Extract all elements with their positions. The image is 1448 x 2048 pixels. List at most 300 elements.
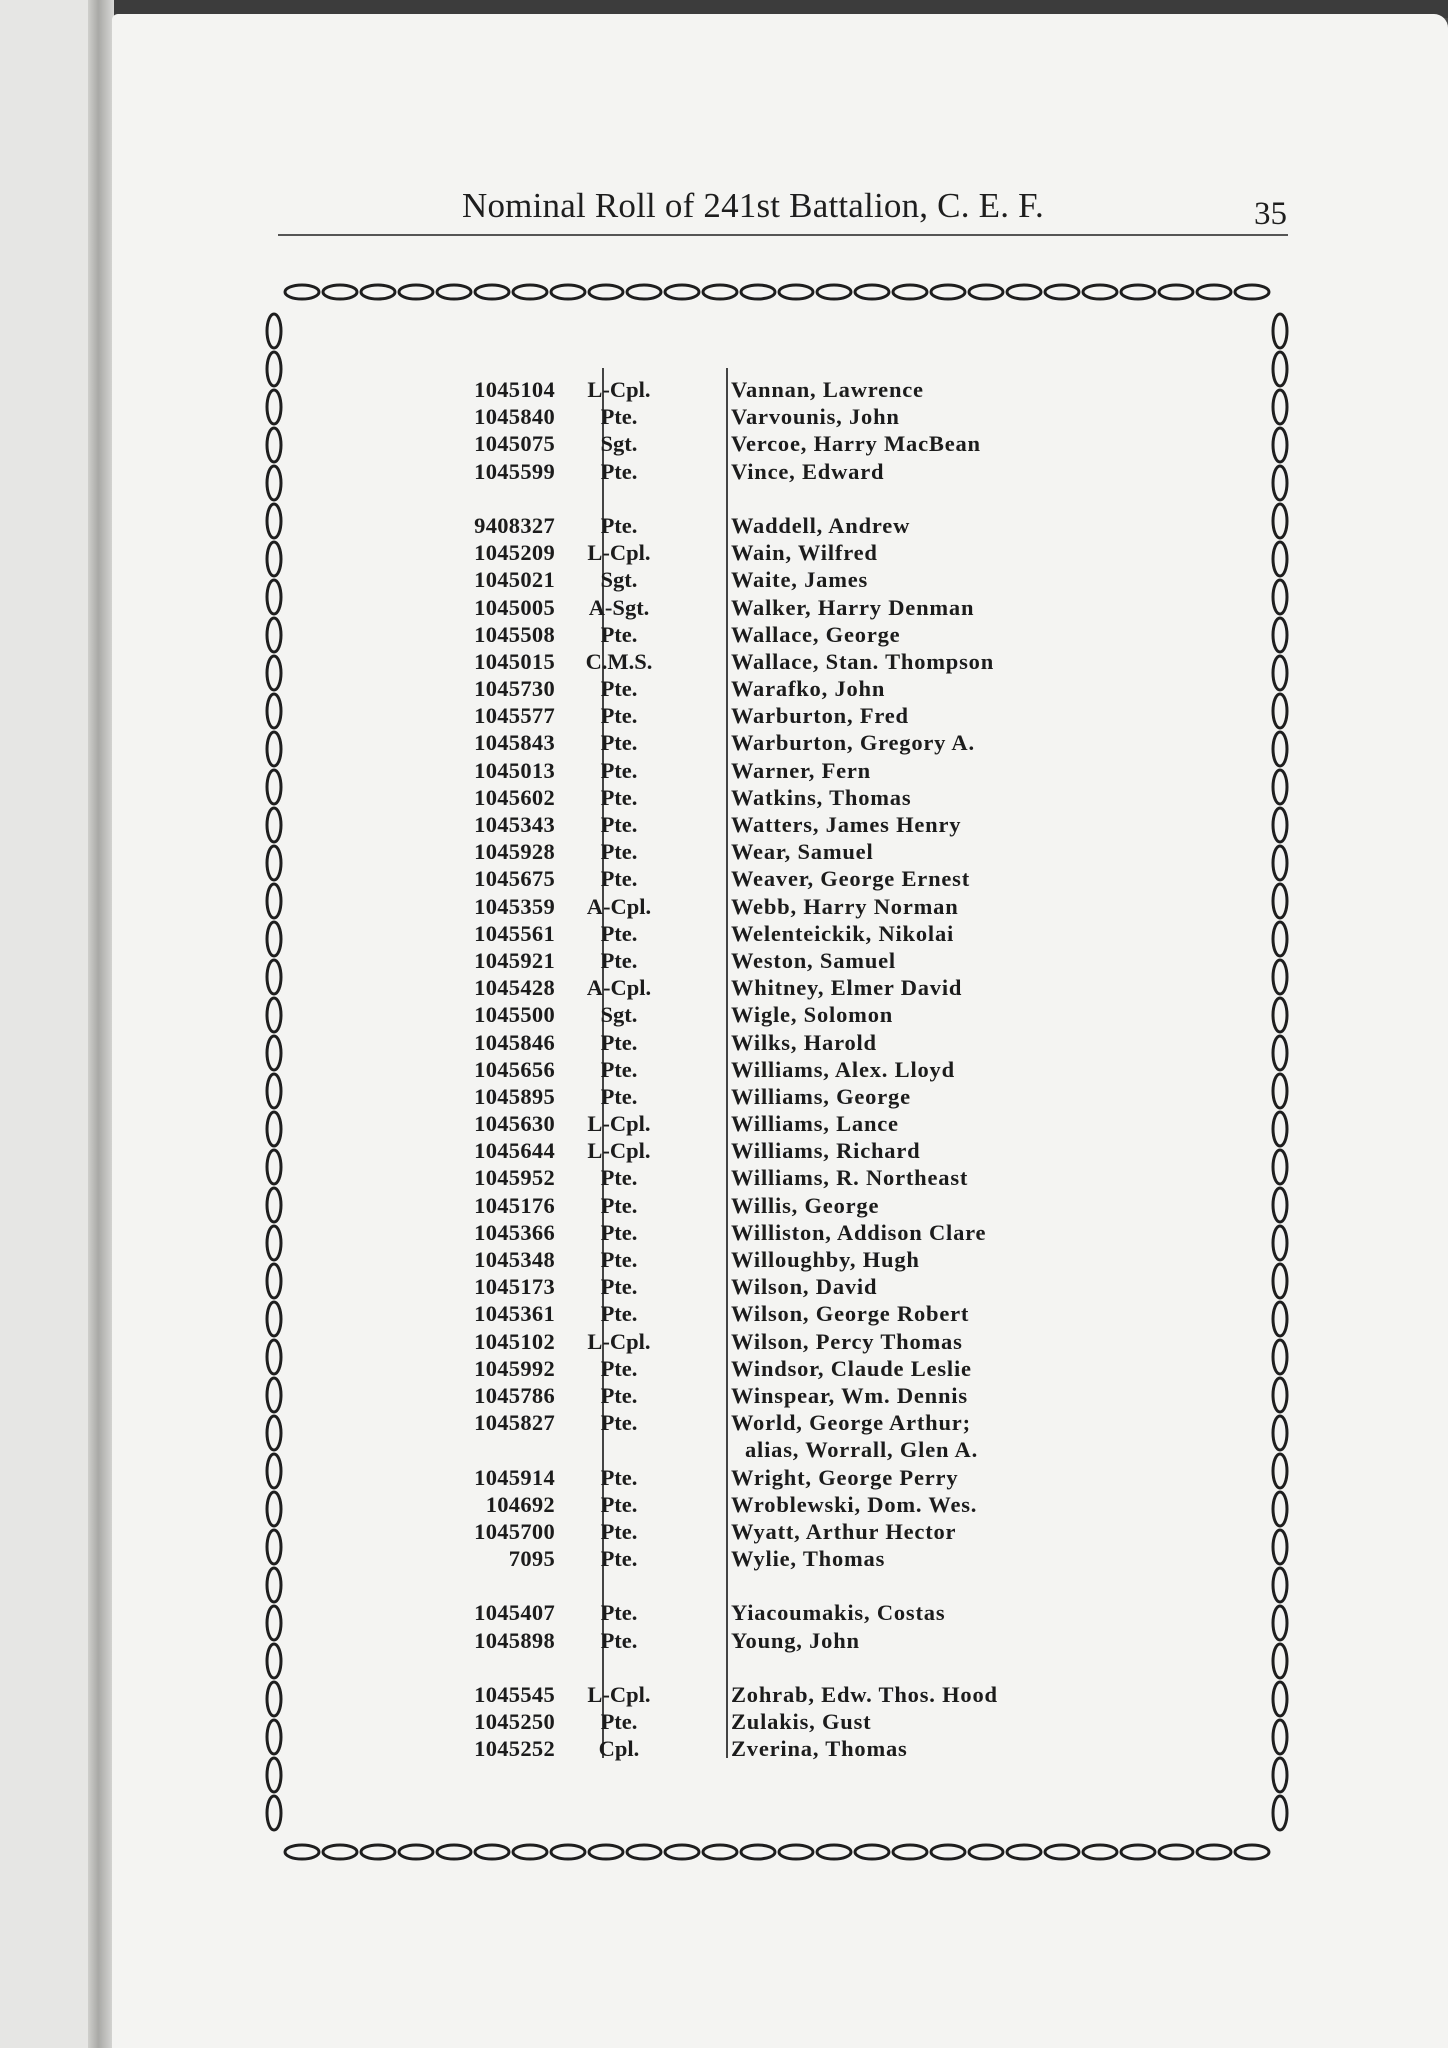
regimental-number: 1045348 <box>474 1247 555 1272</box>
roll-row <box>455 376 1095 403</box>
soldier-name: Young, John <box>731 1627 860 1653</box>
chain-link <box>1273 1302 1287 1336</box>
chain-link <box>267 1112 281 1146</box>
book-gutter <box>88 0 114 2048</box>
roll-row <box>455 1300 1095 1327</box>
roll-row <box>455 539 1095 566</box>
chain-link <box>323 285 357 299</box>
roll-row <box>455 430 1095 457</box>
chain-link <box>1083 1845 1117 1859</box>
roll-row <box>455 594 1095 621</box>
chain-link <box>1159 285 1193 299</box>
roll-row <box>455 702 1095 729</box>
chain-link <box>741 1845 775 1859</box>
chain-link <box>1273 1644 1287 1678</box>
chain-link <box>779 285 813 299</box>
chain-link <box>1273 1682 1287 1716</box>
roll-row <box>455 1409 1095 1436</box>
roll-row <box>455 865 1095 892</box>
chain-link <box>267 1682 281 1716</box>
roll-row <box>455 1083 1095 1110</box>
chain-link <box>1273 1264 1287 1298</box>
regimental-number: 9408327 <box>474 512 555 538</box>
chain-link <box>267 1606 281 1640</box>
chain-link <box>1273 390 1287 424</box>
chain-link <box>1197 285 1231 299</box>
page-header-title: Nominal Roll of 241st Battalion, C. E. F. <box>462 186 1044 225</box>
rank: Sgt. <box>600 1002 638 1028</box>
soldier-name: Williams, Richard <box>731 1138 921 1164</box>
rank: Pte. <box>600 730 638 756</box>
chain-link <box>267 998 281 1032</box>
chain-link <box>267 1226 281 1260</box>
rank: Pte. <box>600 1464 638 1490</box>
chain-link <box>267 314 281 348</box>
soldier-name: Vince, Edward <box>731 458 885 484</box>
soldier-name: Warburton, Fred <box>731 703 909 729</box>
chain-link <box>893 285 927 299</box>
rank: Pte. <box>600 757 638 783</box>
chain-link <box>1273 504 1287 538</box>
regimental-number: 1045914 <box>474 1464 555 1490</box>
chain-link <box>285 1845 319 1859</box>
soldier-name: Weaver, George Ernest <box>731 866 971 892</box>
rank: Pte. <box>600 1247 638 1272</box>
chain-link <box>1007 1845 1041 1859</box>
rank: Pte. <box>600 676 638 702</box>
chain-link <box>855 285 889 299</box>
chain-link <box>1273 694 1287 728</box>
rank: A-Cpl. <box>586 975 652 1001</box>
rank: Pte. <box>600 947 638 973</box>
soldier-name: Willoughby, Hugh <box>731 1247 920 1272</box>
rank: Pte. <box>600 621 638 647</box>
soldier-name: Williams, R. Northeast <box>731 1165 969 1191</box>
chain-link <box>931 285 965 299</box>
chain-link <box>267 1796 281 1830</box>
roll-row <box>455 1382 1095 1409</box>
rank: Pte. <box>600 920 638 946</box>
chain-link <box>893 1845 927 1859</box>
chain-link <box>589 285 623 299</box>
chain-link <box>1121 1845 1155 1859</box>
rank: Pte. <box>600 1165 638 1191</box>
chain-link <box>267 504 281 538</box>
chain-link <box>1083 285 1117 299</box>
chain-link <box>665 1845 699 1859</box>
soldier-name: Welenteickik, Nikolai <box>731 920 955 946</box>
chain-link <box>513 285 547 299</box>
chain-link <box>1273 314 1287 348</box>
soldier-name: Wilson, Percy Thomas <box>731 1328 963 1354</box>
regimental-number: 1045366 <box>474 1219 555 1245</box>
chain-link <box>267 1758 281 1792</box>
regimental-number: 1045407 <box>474 1600 555 1626</box>
chain-link <box>267 466 281 500</box>
soldier-name: Wilson, George Robert <box>731 1301 970 1327</box>
chain-link <box>1121 285 1155 299</box>
chain-link <box>589 1845 623 1859</box>
section-gap <box>455 1654 1095 1681</box>
chain-link <box>1273 808 1287 842</box>
chain-link <box>267 1340 281 1374</box>
chain-link <box>1273 1568 1287 1602</box>
roll-row <box>455 1219 1095 1246</box>
chain-link <box>267 390 281 424</box>
rank: Pte. <box>600 1382 638 1408</box>
chain-link <box>267 694 281 728</box>
chain-link <box>267 960 281 994</box>
chain-link <box>361 285 395 299</box>
chain-link <box>1273 1454 1287 1488</box>
chain-link <box>551 285 585 299</box>
chain-link <box>267 1036 281 1070</box>
regimental-number: 1045656 <box>474 1056 555 1082</box>
chain-link <box>267 1568 281 1602</box>
chain-link <box>267 1188 281 1222</box>
soldier-name: Watkins, Thomas <box>731 784 912 810</box>
chain-link <box>1273 1530 1287 1564</box>
regimental-number: 1045508 <box>474 621 555 647</box>
soldier-name: Zverina, Thomas <box>731 1736 908 1762</box>
chain-link <box>703 1845 737 1859</box>
rank: Pte. <box>600 812 638 837</box>
regimental-number: 1045250 <box>474 1709 555 1735</box>
chain-link <box>1045 285 1079 299</box>
chain-link <box>267 1644 281 1678</box>
rank: Pte. <box>600 1546 638 1572</box>
rank: Pte. <box>600 1083 638 1109</box>
chain-link <box>267 1264 281 1298</box>
soldier-name: Warner, Fern <box>731 757 871 783</box>
chain-link <box>267 770 281 804</box>
soldier-name: Wain, Wilfred <box>731 540 878 566</box>
chain-link <box>267 428 281 462</box>
regimental-number: 1045921 <box>474 947 555 973</box>
rank: Pte. <box>600 404 638 430</box>
roll-row <box>455 1464 1095 1491</box>
chain-link <box>267 580 281 614</box>
rank: Pte. <box>600 512 638 538</box>
roll-row <box>455 1436 1095 1463</box>
chain-link <box>267 542 281 576</box>
rank: Pte. <box>600 1219 638 1245</box>
chain-link <box>1273 1492 1287 1526</box>
rank: Pte. <box>600 1192 638 1218</box>
soldier-name: Wilks, Harold <box>731 1029 877 1055</box>
chain-link <box>969 1845 1003 1859</box>
chain-link <box>267 884 281 918</box>
soldier-name: Williams, Lance <box>731 1111 899 1137</box>
chain-link <box>1273 1416 1287 1450</box>
chain-link <box>741 285 775 299</box>
roll-row <box>455 1545 1095 1572</box>
soldier-name: Wright, George Perry <box>731 1464 959 1490</box>
regimental-number: 1045730 <box>474 676 555 702</box>
rank: C.M.S. <box>585 648 653 674</box>
regimental-number: 1045005 <box>474 594 555 620</box>
chain-link <box>437 1845 471 1859</box>
rank: Pte. <box>600 1301 638 1327</box>
chain-link <box>551 1845 585 1859</box>
regimental-number: 7095 <box>508 1546 555 1572</box>
regimental-number: 1045599 <box>474 458 555 484</box>
soldier-name: Zohrab, Edw. Thos. Hood <box>731 1682 998 1707</box>
chain-link <box>267 1530 281 1564</box>
chain-link <box>1273 732 1287 766</box>
regimental-number: 1045843 <box>474 730 555 756</box>
chain-link <box>1273 998 1287 1032</box>
chain-link <box>969 285 1003 299</box>
soldier-name: Whitney, Elmer David <box>731 975 963 1001</box>
regimental-number: 1045176 <box>474 1192 555 1218</box>
roll-row <box>455 893 1095 920</box>
soldier-name: Zulakis, Gust <box>731 1709 872 1735</box>
chain-link <box>1273 1758 1287 1792</box>
roll-row <box>455 1681 1095 1708</box>
regimental-number: 104692 <box>485 1491 555 1517</box>
soldier-name: Wallace, George <box>731 621 901 647</box>
regimental-number: 1045359 <box>474 893 555 919</box>
roll-row <box>455 1599 1095 1626</box>
chain-link <box>1273 770 1287 804</box>
rank: Pte. <box>600 1029 638 1055</box>
nominal-roll-list <box>455 376 1095 1763</box>
regimental-number: 1045013 <box>474 757 555 783</box>
rank: L-Cpl. <box>587 377 651 402</box>
roll-row <box>455 757 1095 784</box>
chain-link <box>1273 1606 1287 1640</box>
chain-link <box>267 1720 281 1754</box>
roll-row <box>455 1110 1095 1137</box>
chain-link <box>323 1845 357 1859</box>
roll-row <box>455 729 1095 756</box>
soldier-name: Vercoe, Harry MacBean <box>731 431 981 457</box>
chain-link <box>1273 428 1287 462</box>
chain-link <box>267 1378 281 1412</box>
regimental-number: 1045545 <box>474 1682 555 1707</box>
regimental-number: 1045361 <box>474 1301 555 1327</box>
regimental-number: 1045846 <box>474 1029 555 1055</box>
chain-link <box>285 285 319 299</box>
chain-link <box>437 285 471 299</box>
regimental-number: 1045209 <box>474 540 555 566</box>
regimental-number: 1045075 <box>474 431 555 457</box>
soldier-name: alias, Worrall, Glen A. <box>745 1437 978 1463</box>
soldier-name: Walker, Harry Denman <box>731 594 975 620</box>
chain-link <box>1045 1845 1079 1859</box>
regimental-number: 1045252 <box>474 1736 555 1762</box>
chain-link <box>931 1845 965 1859</box>
chain-link <box>267 1074 281 1108</box>
regimental-number: 1045992 <box>474 1355 555 1381</box>
chain-link <box>267 1454 281 1488</box>
section-gap <box>455 1572 1095 1599</box>
rank: Pte. <box>600 1600 638 1626</box>
roll-row <box>455 1192 1095 1219</box>
rank: Pte. <box>600 1410 638 1436</box>
chain-link <box>399 285 433 299</box>
header-rule <box>278 234 1288 236</box>
rank: Pte. <box>600 1056 638 1082</box>
roll-row <box>455 1164 1095 1191</box>
rank: L-Cpl. <box>587 1111 651 1137</box>
roll-row <box>455 784 1095 811</box>
roll-row <box>455 838 1095 865</box>
roll-row <box>455 458 1095 485</box>
roll-row <box>455 974 1095 1001</box>
chain-link <box>399 1845 433 1859</box>
roll-row <box>455 920 1095 947</box>
soldier-name: Warburton, Gregory A. <box>731 730 975 756</box>
regimental-number: 1045104 <box>474 377 555 402</box>
chain-link <box>267 1302 281 1336</box>
chain-link <box>627 285 661 299</box>
roll-row <box>455 512 1095 539</box>
soldier-name: Vannan, Lawrence <box>731 377 924 402</box>
soldier-name: Wilson, David <box>731 1274 878 1300</box>
soldier-name: Varvounis, John <box>731 404 900 430</box>
roll-row <box>455 621 1095 648</box>
chain-link <box>1159 1845 1193 1859</box>
chain-link <box>1273 1226 1287 1260</box>
roll-row <box>455 1246 1095 1273</box>
roll-row <box>455 1708 1095 1735</box>
roll-row <box>455 1137 1095 1164</box>
soldier-name: Wallace, Stan. Thompson <box>731 648 995 674</box>
regimental-number: 1045561 <box>474 920 555 946</box>
rank: L-Cpl. <box>587 1682 651 1707</box>
rank: Pte. <box>600 1274 638 1300</box>
regimental-number: 1045630 <box>474 1111 555 1137</box>
regimental-number: 1045898 <box>474 1627 555 1653</box>
chain-link <box>1273 542 1287 576</box>
roll-row <box>455 1056 1095 1083</box>
chain-link <box>1273 884 1287 918</box>
soldier-name: Waddell, Andrew <box>731 512 911 538</box>
rank: Pte. <box>600 1355 638 1381</box>
chain-link <box>817 1845 851 1859</box>
soldier-name: Wyatt, Arthur Hector <box>731 1518 957 1544</box>
regimental-number: 1045602 <box>474 784 555 810</box>
roll-row <box>455 403 1095 430</box>
regimental-number: 1045786 <box>474 1382 555 1408</box>
roll-row <box>455 1273 1095 1300</box>
rank: Cpl. <box>598 1736 640 1762</box>
regimental-number: 1045644 <box>474 1138 555 1164</box>
chain-link <box>1273 1074 1287 1108</box>
chain-link <box>703 285 737 299</box>
regimental-number: 1045577 <box>474 703 555 729</box>
chain-link <box>1197 1845 1231 1859</box>
regimental-number: 1045952 <box>474 1165 555 1191</box>
soldier-name: Wear, Samuel <box>731 839 874 865</box>
chain-link <box>855 1845 889 1859</box>
regimental-number: 1045173 <box>474 1274 555 1300</box>
soldier-name: Waite, James <box>731 567 869 593</box>
roll-row <box>455 648 1095 675</box>
chain-link <box>267 922 281 956</box>
soldier-name: Willis, George <box>731 1192 880 1218</box>
roll-row <box>455 811 1095 838</box>
rank: Pte. <box>600 1709 638 1735</box>
chain-link <box>1273 1378 1287 1412</box>
roll-row <box>455 1491 1095 1518</box>
chain-link <box>267 1416 281 1450</box>
soldier-name: Wigle, Solomon <box>731 1002 894 1028</box>
soldier-name: Yiacoumakis, Costas <box>731 1600 946 1626</box>
chain-link <box>1273 846 1287 880</box>
roll-row <box>455 1001 1095 1028</box>
rank: Pte. <box>600 703 638 729</box>
rank: Pte. <box>600 1627 638 1653</box>
roll-row <box>455 1328 1095 1355</box>
roll-row <box>455 1029 1095 1056</box>
chain-link <box>1235 1845 1269 1859</box>
rank: Pte. <box>600 1518 638 1544</box>
rank: L-Cpl. <box>587 1328 651 1354</box>
chain-link <box>267 656 281 690</box>
soldier-name: Winspear, Wm. Dennis <box>731 1382 968 1408</box>
roll-row <box>455 566 1095 593</box>
chain-link <box>1273 466 1287 500</box>
chain-link <box>1273 352 1287 386</box>
regimental-number: 1045500 <box>474 1002 555 1028</box>
chain-link <box>267 846 281 880</box>
rank: Pte. <box>600 866 638 892</box>
regimental-number: 1045700 <box>474 1518 555 1544</box>
chain-link <box>817 285 851 299</box>
regimental-number: 1045102 <box>474 1328 555 1354</box>
chain-link <box>475 285 509 299</box>
chain-link <box>1273 618 1287 652</box>
rank: A-Cpl. <box>586 893 652 919</box>
rank: Pte. <box>600 839 638 865</box>
chain-link <box>267 618 281 652</box>
soldier-name: Warafko, John <box>731 676 886 702</box>
roll-row <box>455 1627 1095 1654</box>
chain-link <box>1273 1036 1287 1070</box>
page-number: 35 <box>1254 196 1287 232</box>
chain-link <box>1273 1188 1287 1222</box>
chain-link <box>267 352 281 386</box>
chain-link <box>1273 1796 1287 1830</box>
roll-row <box>455 1518 1095 1545</box>
regimental-number: 1045428 <box>474 975 555 1001</box>
regimental-number: 1045895 <box>474 1083 555 1109</box>
roll-row <box>455 1355 1095 1382</box>
soldier-name: Wroblewski, Dom. Wes. <box>731 1491 978 1517</box>
chain-link <box>267 1150 281 1184</box>
chain-link <box>1273 1150 1287 1184</box>
soldier-name: Weston, Samuel <box>731 947 896 973</box>
chain-link <box>627 1845 661 1859</box>
chain-link <box>1273 922 1287 956</box>
regimental-number: 1045928 <box>474 839 555 865</box>
regimental-number: 1045015 <box>474 648 555 674</box>
soldier-name: Watters, James Henry <box>731 812 962 837</box>
roll-row <box>455 947 1095 974</box>
regimental-number: 1045840 <box>474 404 555 430</box>
soldier-name: Williams, George <box>731 1083 911 1109</box>
chain-link <box>1273 1720 1287 1754</box>
rank: Sgt. <box>600 567 638 593</box>
rank: Sgt. <box>600 431 638 457</box>
chain-link <box>361 1845 395 1859</box>
chain-link <box>475 1845 509 1859</box>
soldier-name: Wylie, Thomas <box>731 1546 886 1572</box>
chain-link <box>1273 1340 1287 1374</box>
